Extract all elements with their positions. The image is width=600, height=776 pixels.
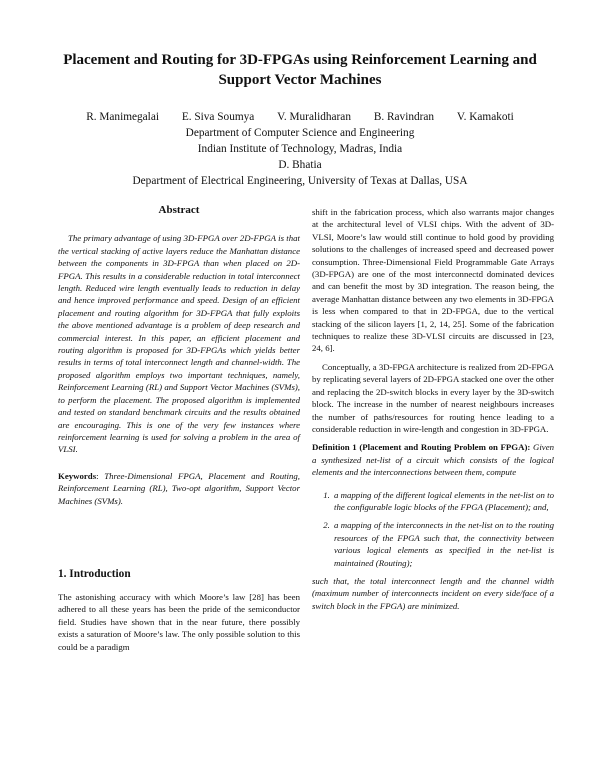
definition — [312, 441, 554, 478]
definition-text: Given a synthesized net-list of a circuit which consists of the logical elements and the interconnections between them, compute — [312, 442, 555, 478]
keywords: Keywords: Three-Dimensional FPGA, Placement and Routing, Reinforcement Learning (RL), Two-opt algorithm, Support Vector Machines (SVMs). — [58, 470, 300, 506]
definition-label: Definition 1 (Placement and Routing Problem on FPGA): — [312, 442, 531, 453]
affiliation-line: Department of Electrical Engineering, University of Texas at Dallas, USA — [132, 175, 468, 187]
keywords-text: Three-Dimensional FPGA, Placement and Routing, Reinforcement Learning (RL), Two-opt algorithm, Support Vector Machines (SVMs). — [58, 470, 300, 506]
author-name: B. Ravindran — [373, 111, 435, 123]
body-paragraph: shift in the fabrication process, which also warrants major changes at the architectural level of VLSI chips. With the advent of 3D-VLSI, Moore’s law would still continue to hold good by providing solutions to the challenges of increased speed and decreased power consumption. Three-Dimensional Field Programmable Gate Arrays (3D-FPGA) are one of the most interconnectd dominated devices and can benefit the most by 3D integration. The reason being, the average Manhattan distance between any two elements in 3D-FPGA is less when compared to that in 2D-FPGA, due to the vertical stacking of the silicon layers [1, 2, 14, 25]. Some of the fabrication techniques to realize these 3D-VLSI circuits are discussed in [23, 24, 6]. — [312, 207, 554, 354]
author-name: V. Kamakoti — [456, 111, 514, 123]
author-name: R. Manimegalai — [86, 111, 159, 123]
author-names — [60, 109, 540, 125]
list-item: 2. a mapping of the interconnects in the net-list on to the routing resources of the FPGA such that, the connectivity between various logical elements as specified in the net-list is maintained (Routing); — [332, 519, 554, 569]
paper-title: Placement and Routing for 3D-FPGAs using Reinforcement Learning and Support Vector Machines — [63, 52, 537, 88]
body-paragraph: Conceptually, a 3D-FPGA architecture is realized from 2D-FPGA by replicating several layers of 2D-FPGA stacked one over the other and replacing the 2D-switch blocks in every layer by the 3D-switch block. The increase in the number of nearest neighbours increases the number of paths/resources for routing hence leading to a considerable reduction in wire-length and congestion in 3D-FPGA. — [312, 361, 555, 434]
right-column — [312, 206, 554, 612]
intro-text: The astonishing accuracy with which Moore’s law [28] has been adhered to all these years has been the pride of the semiconductor field. Studies have shown that in the near future, there possibly exists a saturation of Moore’s law. The only possible solution to this could be a paradigm — [58, 592, 300, 652]
list-item: 1. a mapping of the different logical elements in the net-list on to the configurable logic blocks of the FPGA (Placement); and, — [332, 489, 554, 514]
affiliation-line: Indian Institute of Technology, Madras, India — [197, 143, 403, 155]
author-name: V. Muralidharan — [277, 111, 351, 123]
author-name: E. Siva Soumya — [181, 111, 255, 123]
definition-list — [312, 489, 554, 569]
affiliation-line: Department of Computer Science and Engineering — [185, 127, 415, 139]
abstract-heading: Abstract — [158, 204, 200, 216]
author-name: D. Bhatia — [278, 159, 322, 171]
section-heading: 1. Introduction — [58, 568, 131, 580]
author-block — [60, 109, 540, 157]
left-column — [58, 204, 300, 652]
author-block-2 — [60, 157, 540, 189]
abstract-text: The primary advantage of using 3D-FPGA over 2D-FPGA is that the vertical stacking of active layers reduce the Manhattan distance between the components in 3D-FPGA than when placed on 2D-FPGA. This results in a considerable reduction in total interconnect length. Reduced wire length eventually leads to reduction in delay and hence improved performance and speed. Design of an efficient placement and routing algorithm for 3D-FPGA that fully exploits the above mentioned advantage is a problem of deep research and commercial interest. In this paper, an efficient placement and routing algorithm is proposed for 3D-FPGAs which yields better results in terms of total interconnect length and channel-width. The proposed algorithm employs two important techniques, namely, Reinforcement Learning (RL) and Support Vector Machines (SVMs), to perform the placement. The proposed algorithm is implemented and tested on standard benchmark circuits and the results obtained are encouraging. This is one of the very few instances where reinforcement learning is used for solving a problem in the area of VLSI. — [58, 233, 300, 455]
definition-condition: such that, the total interconnect length and the channel width (maximum number of interconnects incident on every side/face of a switch block in the FPGA) are minimized. — [312, 575, 554, 611]
keywords-label: Keywords — [58, 470, 97, 481]
